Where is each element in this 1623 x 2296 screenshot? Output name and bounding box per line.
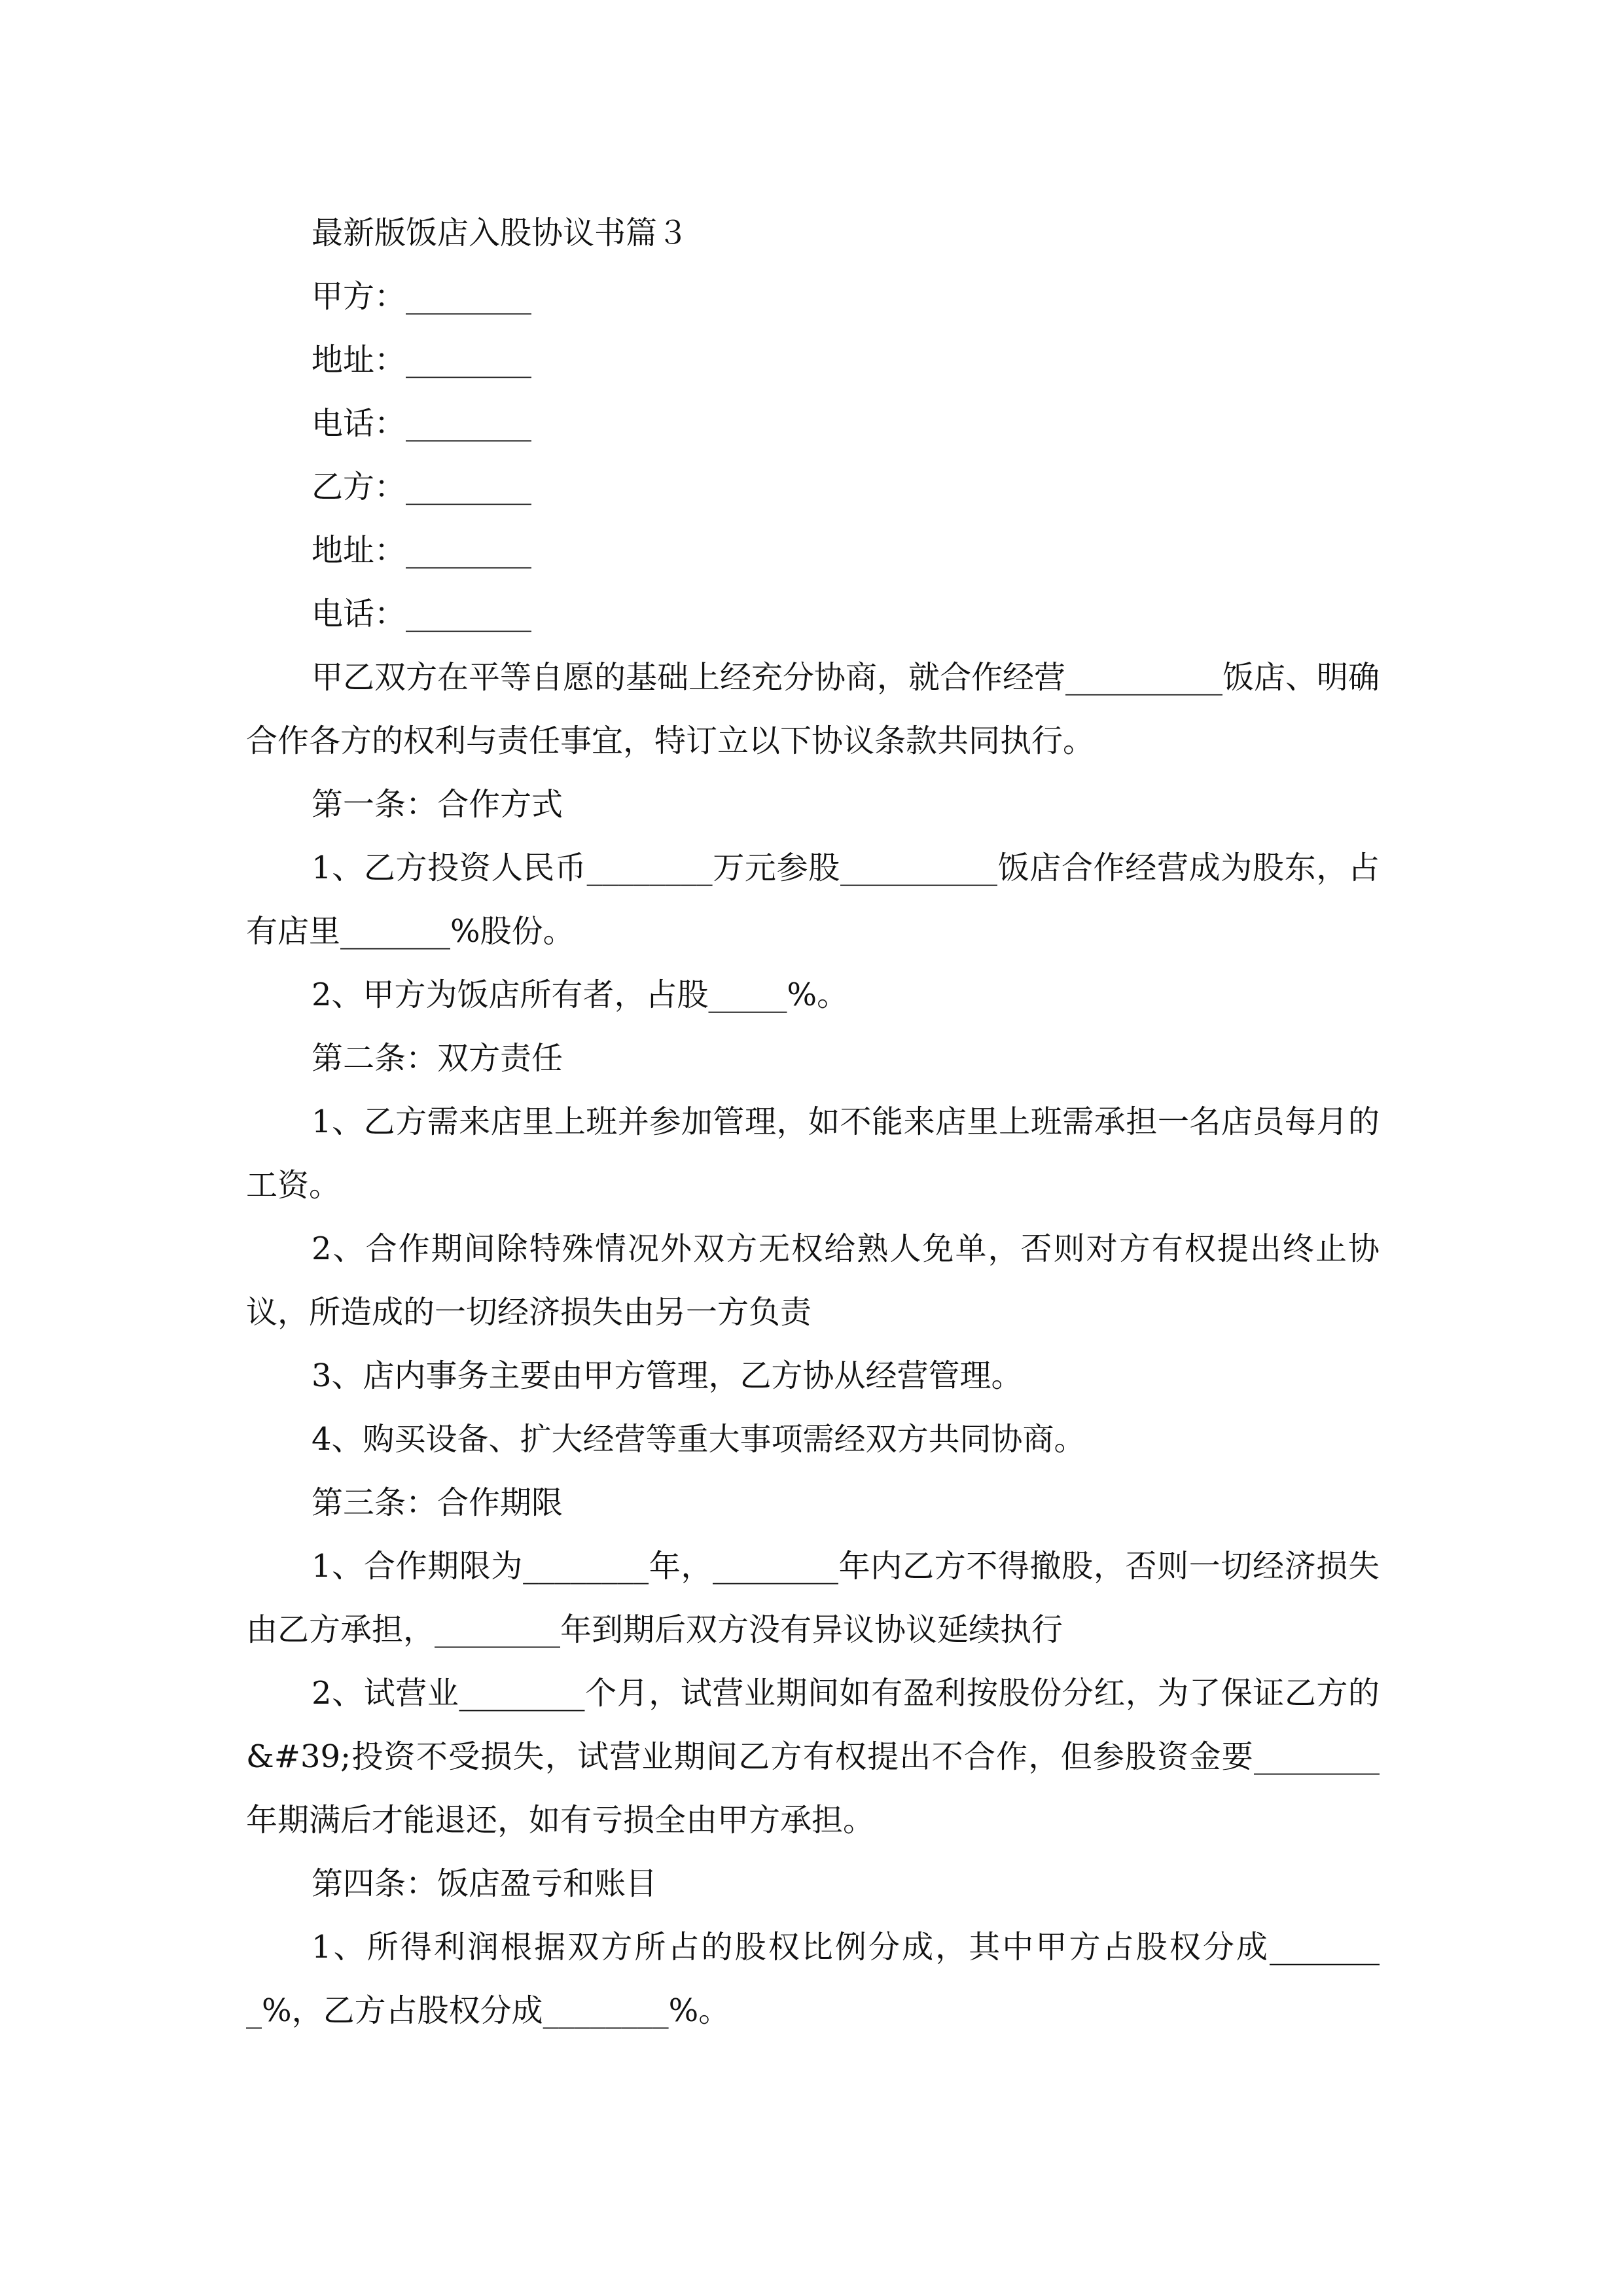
party-a-line: 甲方：________	[312, 278, 532, 315]
article-3-item-1: 1、合作期限为________年，________年内乙方不得撤股，否则一切经济损失由乙方承担，________年到期后双方没有异议协议延续执行	[246, 1548, 1380, 1648]
article-2-item-3: 3、店内事务主要由甲方管理，乙方协从经营管理。	[312, 1357, 1023, 1394]
article-4-heading: 第四条：饭店盈亏和账目	[312, 1865, 658, 1902]
party-b-line: 乙方：________	[312, 469, 532, 505]
document-title: 最新版饭店入股协议书篇３	[312, 215, 689, 251]
article-3-item-2: 2、试营业________个月，试营业期间如有盈利按股份分红，为了保证乙方的&#39;投资不受损失，试营业期间乙方有权提出不合作，但参股资金要________年期满后才能退还，如有亏损全由甲方承担。	[246, 1675, 1380, 1839]
party-b-phone-line: 电话：________	[312, 596, 532, 632]
intro-paragraph: 甲乙双方在平等自愿的基础上经充分协商，就合作经营__________饭店、明确合作各方的权利与责任事宜，特订立以下协议条款共同执行。	[246, 659, 1380, 759]
article-1-heading: 第一条：合作方式	[312, 786, 563, 823]
article-3-heading: 第三条：合作期限	[312, 1484, 563, 1521]
article-2-item-4: 4、购买设备、扩大经营等重大事项需经双方共同协商。	[312, 1421, 1086, 1458]
article-2-heading: 第二条：双方责任	[312, 1040, 563, 1077]
document-body	[246, 202, 1380, 2043]
party-b-address-line: 地址：________	[312, 532, 532, 569]
article-4-item-1: 1、所得利润根据双方所占的股权比例分成，其中甲方占股权分成________%，乙方占股权分成________%。	[246, 1929, 1380, 2029]
party-a-phone-line: 电话：________	[312, 405, 532, 442]
party-a-address-line: 地址：________	[312, 342, 532, 378]
article-1-item-1: 1、乙方投资人民币________万元参股__________饭店合作经营成为股东，占有店里_______%股份。	[246, 850, 1380, 950]
article-2-item-1: 1、乙方需来店里上班并参加管理，如不能来店里上班需承担一名店员每月的工资。	[246, 1103, 1380, 1204]
article-1-item-2: 2、甲方为饭店所有者，占股_____%。	[312, 977, 849, 1013]
article-2-item-2: 2、合作期间除特殊情况外双方无权给熟人免单，否则对方有权提出终止协议，所造成的一切经济损失由另一方负责	[246, 1230, 1380, 1331]
